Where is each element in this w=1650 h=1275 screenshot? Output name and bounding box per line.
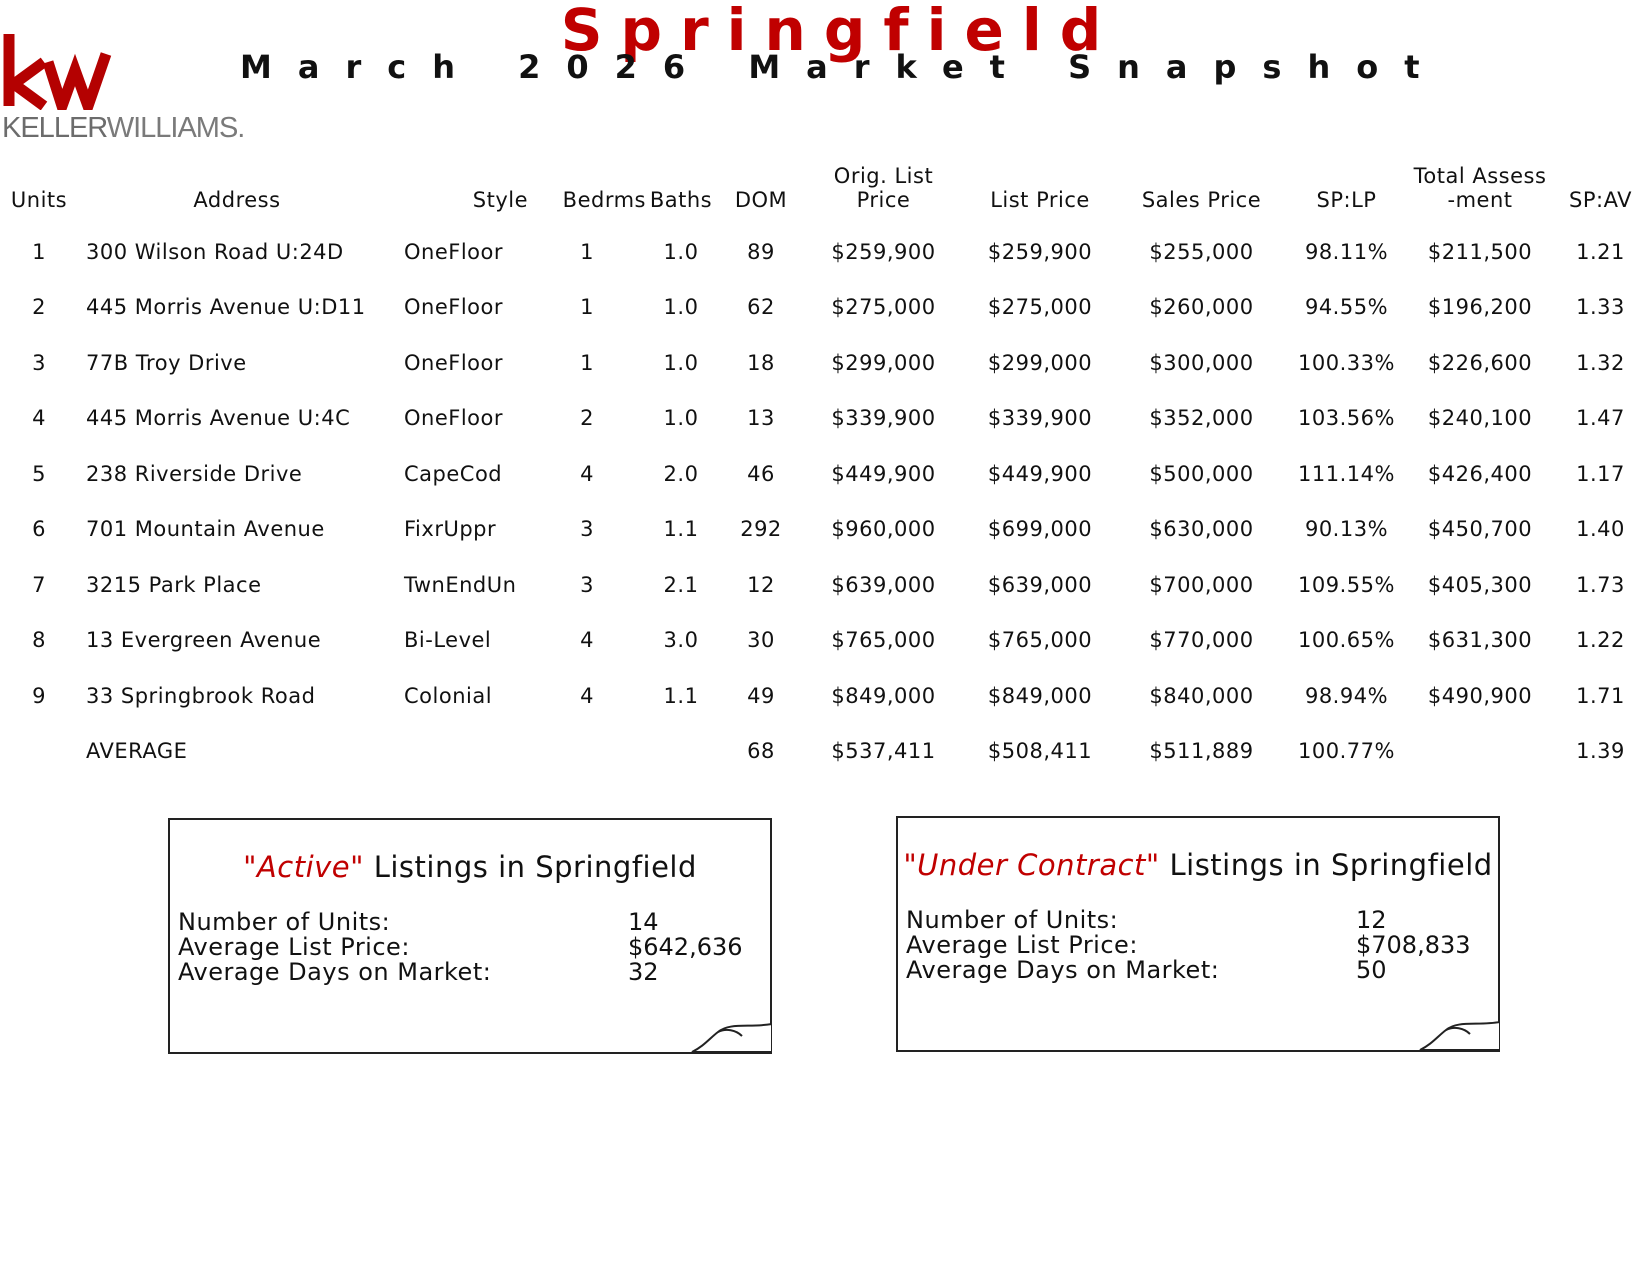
cell-unit-number: 4 — [32, 406, 46, 431]
col-header: Orig. List Price — [833, 164, 934, 212]
col-header: Style — [472, 188, 528, 212]
under-contract-avg-dom-value: 50 — [1356, 956, 1387, 984]
sales-table — [0, 150, 1650, 779]
cell-sales-price: $630,000 — [1149, 517, 1254, 542]
table-header-row — [0, 150, 1650, 224]
cell-sales-price: $352,000 — [1149, 406, 1254, 431]
cell-orig-list-price: $765,000 — [831, 628, 936, 653]
cell-dom: 18 — [747, 350, 775, 375]
cell-unit-number: 5 — [32, 461, 46, 486]
cell-address: 77B Troy Drive — [86, 350, 247, 375]
cell-orig-list-price: $299,000 — [831, 350, 936, 375]
logo-wordmark: KELLERWILLIAMS. — [2, 112, 245, 144]
cell-unit-number: 7 — [32, 572, 46, 597]
cell-sp-av: 1.21 — [1576, 239, 1625, 264]
cell-address: 300 Wilson Road U:24D — [86, 239, 344, 264]
page-curl-icon — [1418, 1018, 1500, 1052]
average-sales: $511,889 — [1149, 739, 1254, 764]
under-contract-avg-price-label: Average List Price: — [906, 931, 1138, 959]
cell-list-price: $299,000 — [987, 350, 1093, 375]
cell-orig-list-price: $639,000 — [831, 572, 936, 597]
cell-dom: 89 — [747, 239, 775, 264]
page-subtitle: March 2026 Market Snapshot — [240, 48, 1446, 86]
cell-baths: 1.0 — [663, 239, 699, 264]
page-title: Springfield — [560, 0, 1120, 64]
cell-dom: 49 — [747, 683, 775, 708]
average-sp-lp: 100.77% — [1298, 739, 1395, 764]
cell-sales-price: $770,000 — [1149, 628, 1254, 653]
cell-sp-lp: 98.94% — [1304, 683, 1389, 708]
cell-orig-list-price: $849,000 — [831, 683, 936, 708]
kw-logo-mark — [2, 34, 112, 110]
cell-sp-lp: 90.13% — [1304, 517, 1389, 542]
col-header: SP:AV — [1569, 188, 1632, 212]
under-contract-card-title: "Under Contract" Listings in Springfield — [903, 848, 1493, 882]
cell-list-price: $639,000 — [987, 572, 1093, 597]
under-contract-units-label: Number of Units: — [906, 906, 1119, 934]
cell-address: 701 Mountain Avenue — [86, 517, 325, 542]
cell-unit-number: 2 — [32, 295, 46, 320]
cell-sales-price: $260,000 — [1149, 295, 1254, 320]
active-avg-dom-value: 32 — [628, 958, 659, 986]
col-header: DOM — [734, 188, 788, 212]
active-card-title: "Active" Listings in Springfield — [243, 850, 697, 884]
cell-baths: 1.0 — [663, 406, 699, 431]
cell-baths: 1.0 — [663, 295, 699, 320]
cell-bedrooms: 4 — [580, 628, 594, 653]
cell-bedrooms: 1 — [580, 295, 594, 320]
active-units-label: Number of Units: — [178, 908, 391, 936]
table-row — [0, 502, 1650, 558]
keller-williams-logo — [2, 34, 245, 144]
cell-bedrooms: 4 — [580, 683, 594, 708]
cell-total-assessment: $426,400 — [1427, 461, 1533, 486]
cell-sp-av: 1.73 — [1576, 572, 1625, 597]
cell-baths: 1.1 — [663, 517, 699, 542]
cell-orig-list-price: $339,900 — [831, 406, 936, 431]
cell-baths: 1.0 — [663, 350, 699, 375]
cell-total-assessment: $490,900 — [1427, 683, 1533, 708]
cell-bedrooms: 3 — [580, 572, 594, 597]
cell-list-price: $259,900 — [987, 239, 1093, 264]
cell-sp-lp: 100.33% — [1298, 350, 1395, 375]
average-sp-av: 1.39 — [1576, 739, 1625, 764]
cell-sp-av: 1.32 — [1576, 350, 1625, 375]
average-orig-list: $537,411 — [831, 739, 936, 764]
cell-style: OneFloor — [404, 295, 504, 320]
cell-address: 445 Morris Avenue U:D11 — [86, 295, 366, 320]
cell-sp-av: 1.33 — [1576, 295, 1625, 320]
cell-address: 33 Springbrook Road — [86, 683, 316, 708]
table-row — [0, 557, 1650, 613]
cell-unit-number: 8 — [32, 628, 46, 653]
average-list: $508,411 — [987, 739, 1093, 764]
cell-dom: 292 — [740, 517, 782, 542]
cell-list-price: $699,000 — [987, 517, 1093, 542]
cell-sp-lp: 100.65% — [1298, 628, 1395, 653]
cell-sp-lp: 109.55% — [1298, 572, 1395, 597]
cell-bedrooms: 3 — [580, 517, 594, 542]
cell-orig-list-price: $275,000 — [831, 295, 936, 320]
under-contract-units-value: 12 — [1356, 906, 1387, 934]
cell-list-price: $339,900 — [987, 406, 1093, 431]
col-header: List Price — [990, 188, 1090, 212]
cell-address: 3215 Park Place — [86, 572, 262, 597]
col-header: Address — [193, 188, 281, 212]
cell-unit-number: 3 — [32, 350, 46, 375]
cell-list-price: $449,900 — [987, 461, 1093, 486]
cell-total-assessment: $226,600 — [1427, 350, 1533, 375]
cell-sp-av: 1.22 — [1576, 628, 1625, 653]
cell-style: CapeCod — [404, 461, 503, 486]
cell-total-assessment: $240,100 — [1427, 406, 1533, 431]
cell-bedrooms: 1 — [580, 350, 594, 375]
cell-sales-price: $840,000 — [1149, 683, 1254, 708]
cell-total-assessment: $405,300 — [1427, 572, 1533, 597]
cell-address: 445 Morris Avenue U:4C — [86, 406, 351, 431]
under-contract-avg-dom-label: Average Days on Market: — [906, 956, 1220, 984]
table-average-row — [0, 724, 1650, 780]
cell-style: OneFloor — [404, 406, 504, 431]
cell-bedrooms: 2 — [580, 406, 594, 431]
active-listings-card — [168, 818, 772, 1054]
cell-style: Bi-Level — [404, 628, 492, 653]
cell-baths: 2.1 — [663, 572, 699, 597]
average-label: AVERAGE — [86, 739, 188, 764]
cell-total-assessment: $196,200 — [1427, 295, 1533, 320]
average-dom: 68 — [747, 739, 775, 764]
table-row — [0, 280, 1650, 336]
under-contract-listings-card — [896, 816, 1500, 1052]
cell-address: 13 Evergreen Avenue — [86, 628, 322, 653]
table-row — [0, 613, 1650, 669]
cell-dom: 62 — [747, 295, 775, 320]
under-contract-avg-price-value: $708,833 — [1356, 931, 1471, 959]
cell-bedrooms: 1 — [580, 239, 594, 264]
active-avg-price-value: $642,636 — [628, 933, 743, 961]
table-row — [0, 391, 1650, 447]
cell-style: TwnEndUn — [404, 572, 517, 597]
cell-address: 238 Riverside Drive — [86, 461, 303, 486]
cell-list-price: $275,000 — [987, 295, 1093, 320]
cell-sp-lp: 98.11% — [1304, 239, 1389, 264]
cell-orig-list-price: $449,900 — [831, 461, 936, 486]
cell-bedrooms: 4 — [580, 461, 594, 486]
cell-sales-price: $700,000 — [1149, 572, 1254, 597]
active-units-value: 14 — [628, 908, 659, 936]
cell-dom: 13 — [747, 406, 775, 431]
cell-sp-av: 1.40 — [1576, 517, 1625, 542]
cell-unit-number: 6 — [32, 517, 46, 542]
cell-style: Colonial — [404, 683, 493, 708]
cell-unit-number: 9 — [32, 683, 46, 708]
active-avg-dom-label: Average Days on Market: — [178, 958, 492, 986]
cell-style: OneFloor — [404, 350, 504, 375]
cell-sales-price: $500,000 — [1149, 461, 1254, 486]
cell-sp-lp: 111.14% — [1298, 461, 1395, 486]
cell-sp-av: 1.71 — [1576, 683, 1625, 708]
cell-list-price: $765,000 — [987, 628, 1093, 653]
cell-orig-list-price: $259,900 — [831, 239, 936, 264]
col-header: Sales Price — [1141, 188, 1262, 212]
cell-sp-lp: 103.56% — [1298, 406, 1395, 431]
cell-dom: 46 — [747, 461, 775, 486]
cell-sp-lp: 94.55% — [1304, 295, 1389, 320]
cell-sp-av: 1.17 — [1576, 461, 1625, 486]
col-header: Bedrms — [562, 188, 646, 212]
cell-unit-number: 1 — [32, 239, 46, 264]
table-row — [0, 446, 1650, 502]
active-avg-price-label: Average List Price: — [178, 933, 410, 961]
cell-list-price: $849,000 — [987, 683, 1093, 708]
cell-sales-price: $255,000 — [1149, 239, 1254, 264]
cell-dom: 30 — [747, 628, 775, 653]
table-row — [0, 224, 1650, 280]
col-header: SP:LP — [1316, 188, 1377, 212]
table-row — [0, 335, 1650, 391]
cell-style: OneFloor — [404, 239, 504, 264]
cell-baths: 3.0 — [663, 628, 699, 653]
col-header: Baths — [649, 188, 713, 212]
cell-dom: 12 — [747, 572, 775, 597]
cell-total-assessment: $450,700 — [1427, 517, 1533, 542]
page-curl-icon — [690, 1020, 772, 1054]
cell-sp-av: 1.47 — [1576, 406, 1625, 431]
col-header: Total Assess-ment — [1413, 164, 1547, 212]
cell-orig-list-price: $960,000 — [831, 517, 936, 542]
cell-sales-price: $300,000 — [1149, 350, 1254, 375]
cell-total-assessment: $211,500 — [1427, 239, 1533, 264]
cell-style: FixrUppr — [404, 517, 497, 542]
table-row — [0, 668, 1650, 724]
cell-baths: 2.0 — [663, 461, 699, 486]
cell-total-assessment: $631,300 — [1427, 628, 1533, 653]
col-header: Units — [10, 188, 68, 212]
cell-baths: 1.1 — [663, 683, 699, 708]
